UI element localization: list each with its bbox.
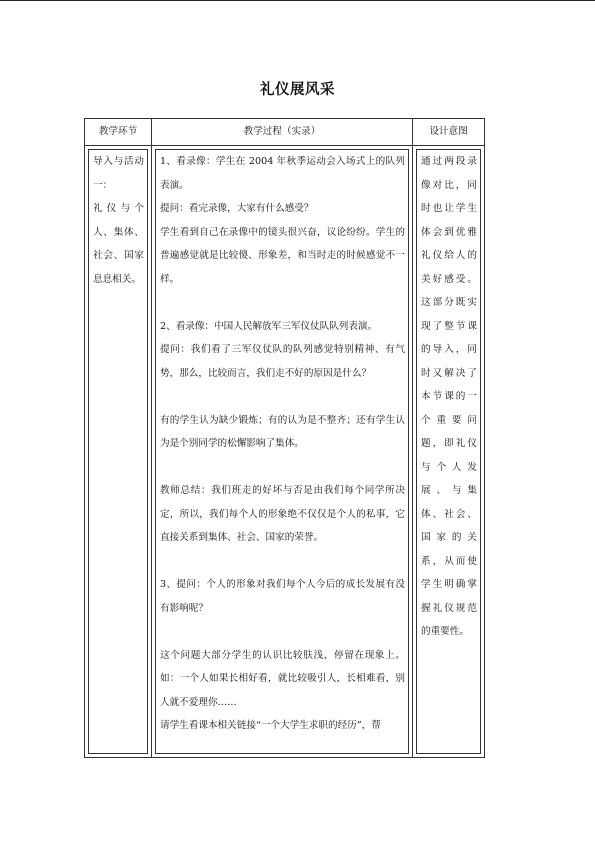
design-intent-text: 通过两段录像对比，同时也让学生体会到优雅礼仪给人的美好感受。这部分既实现了整节课的导入，同时又解决了本节课的一个重要问题，即礼仪与个人发展、与集体、社会、国家的关系，从而使学生明确掌握礼仪规范的重要性。 [421,156,477,637]
process-paragraph: 这个问题大部分学生的认识比较肤浅，停留在现象上。如：一个人如果长相好看，就比较吸引人，长相难看，别人就不爱理你…… [160,649,405,708]
paragraph-gap [160,385,405,409]
intent-cell [413,146,485,758]
stage-description: 礼仪与个人、集体、社会、国家息息相关。 [93,203,144,285]
table-body-row [85,146,485,758]
process-paragraph: 请学生看课本相关链接“一个大学生求职的经历”，帮 [160,720,381,731]
process-paragraph: 3、提问：个人的形象对我们每个人今后的成长发展有没有影响呢？ [160,579,405,614]
paragraph-gap [160,620,405,644]
process-box [155,149,409,754]
header-teaching-stage: 教学环节 [85,119,152,146]
paragraph-gap [160,291,405,315]
page-top-rule [0,0,595,1]
process-cell [152,146,413,758]
process-paragraph: 有的学生认为缺少锻炼；有的认为是不整齐；还有学生认为是个别同学的松懈影响了集体。 [160,414,405,449]
intent-box [416,149,481,754]
process-paragraph: 提问：我们看了三军仪仗队的队列感觉特别精神、有气势，那么，比较而言，我们走不好的原因是什么？ [160,344,405,379]
process-paragraph: 2、看录像：中国人民解放军三军仪仗队队列表演。 [160,320,378,332]
table-header-row [85,119,485,146]
stage-heading: 导入与活动一： [93,156,144,191]
header-teaching-process: 教学过程（实录） [152,119,413,146]
stage-box [88,149,148,754]
process-paragraph: 教师总结：我们班走的好坏与否是由我们每个同学所决定，所以，我们每个人的形象绝不仅仅是个人的私事，它直接关系到集体、社会、国家的荣誉。 [160,485,405,543]
process-paragraph: 1、看录像：学生在 2004 年秋季运动会入场式上的队列表演。 [160,156,405,191]
lesson-plan-table [84,118,485,758]
paragraph-gap [160,456,405,480]
process-paragraph: 提问：看完录像，大家有什么感受？ [160,203,314,214]
stage-cell [85,146,152,758]
process-paragraph: 学生看到自己在录像中的镜头很兴奋，议论纷纷。学生的普遍感觉就是比较傻、形象差，和当时走的时候感觉不一样。 [160,226,405,285]
header-design-intent: 设计意图 [413,119,485,146]
document-title: 礼仪展风采 [260,81,335,98]
paragraph-gap [160,550,405,574]
